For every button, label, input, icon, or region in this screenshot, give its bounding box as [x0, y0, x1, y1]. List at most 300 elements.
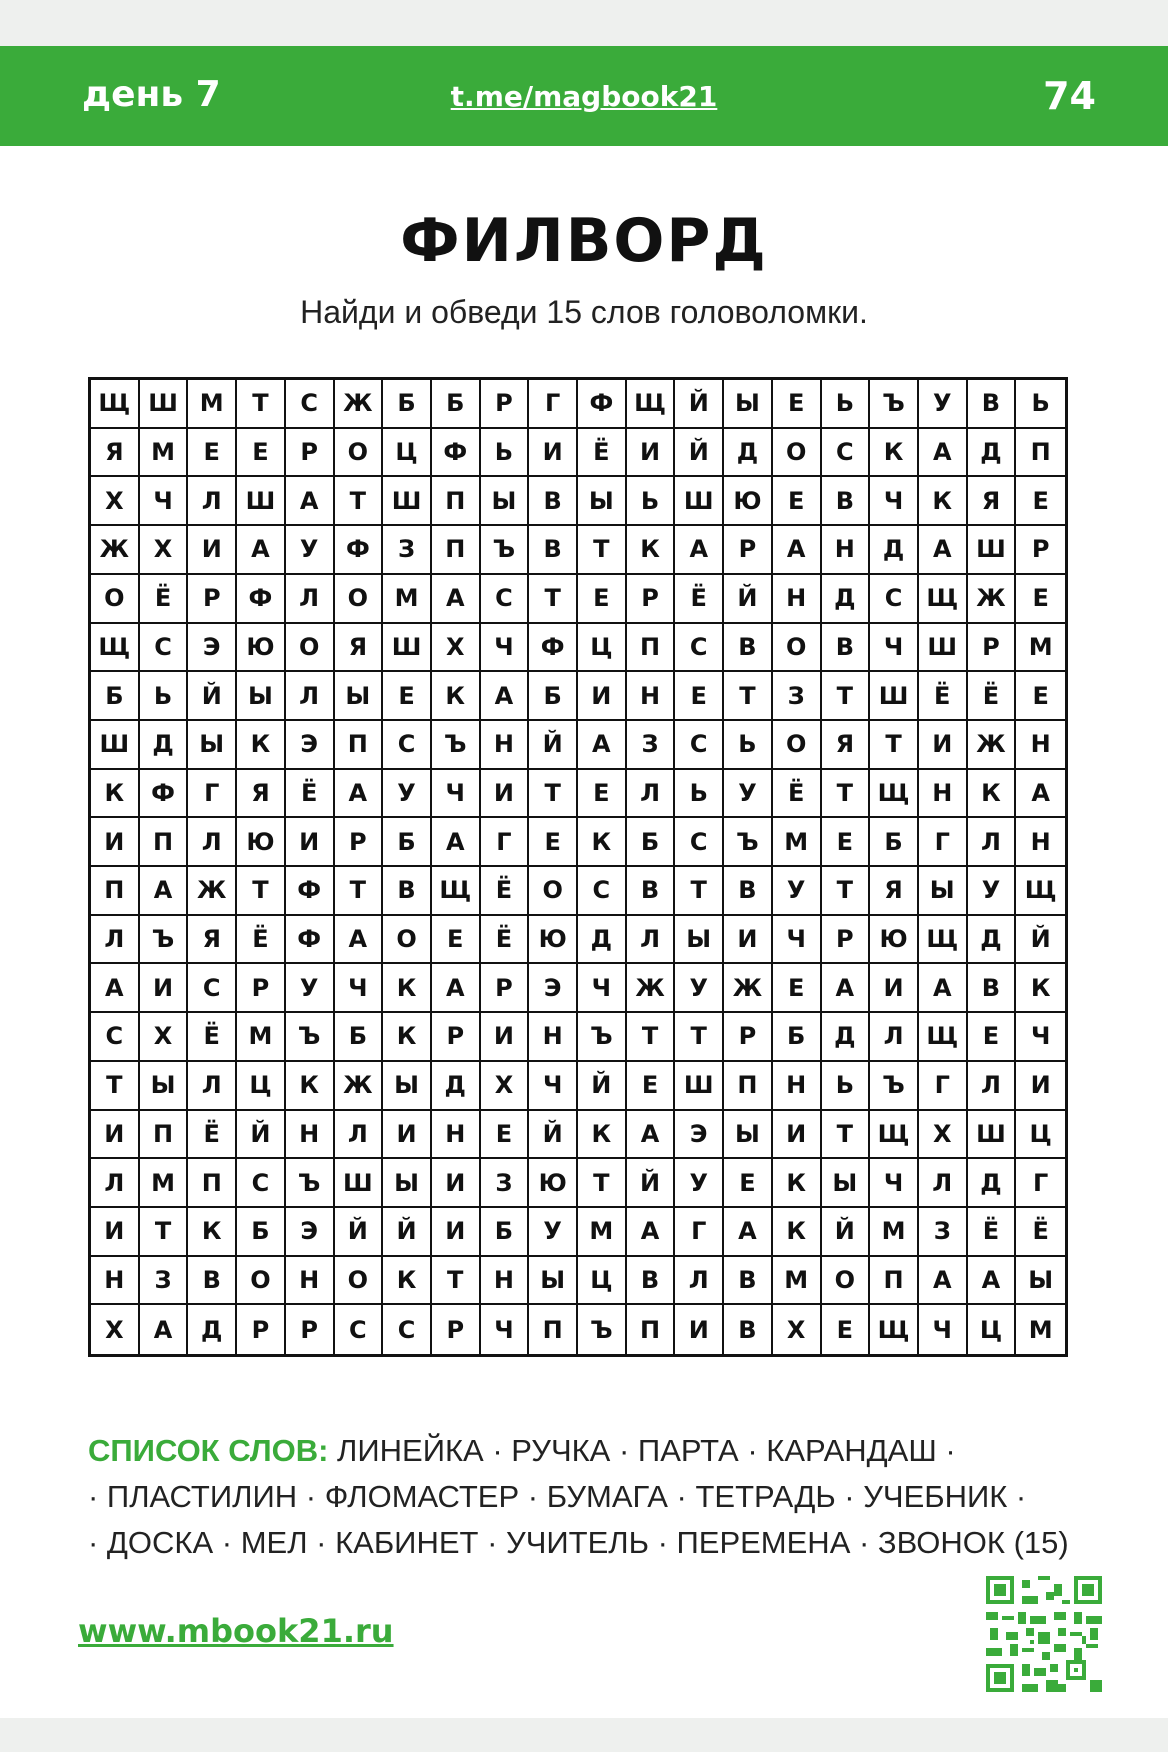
grid-cell[interactable]: Т	[822, 867, 871, 916]
grid-cell[interactable]: Л	[188, 477, 237, 526]
grid-cell[interactable]: Р	[724, 1013, 773, 1062]
grid-cell[interactable]: Ъ	[286, 1013, 335, 1062]
grid-cell[interactable]: А	[432, 964, 481, 1013]
grid-cell[interactable]: Б	[432, 380, 481, 429]
grid-cell[interactable]: Т	[675, 1013, 724, 1062]
grid-cell[interactable]: Э	[675, 1111, 724, 1160]
grid-cell[interactable]: Ж	[968, 721, 1017, 770]
grid-cell[interactable]: Х	[91, 477, 140, 526]
grid-cell[interactable]: Р	[188, 575, 237, 624]
grid-cell[interactable]: Э	[188, 624, 237, 673]
grid-cell[interactable]: А	[822, 964, 871, 1013]
grid-cell[interactable]: Й	[578, 1062, 627, 1111]
grid-cell[interactable]: Ь	[724, 721, 773, 770]
grid-cell[interactable]: С	[140, 624, 189, 673]
grid-cell[interactable]: И	[675, 1305, 724, 1354]
grid-cell[interactable]: О	[335, 429, 384, 478]
grid-cell[interactable]: А	[919, 526, 968, 575]
grid-cell[interactable]: О	[773, 429, 822, 478]
grid-cell[interactable]: Х	[91, 1305, 140, 1354]
grid-cell[interactable]: В	[968, 380, 1017, 429]
grid-cell[interactable]: Д	[578, 916, 627, 965]
grid-cell[interactable]: Ш	[968, 526, 1017, 575]
grid-cell[interactable]: П	[627, 1305, 676, 1354]
grid-cell[interactable]: Е	[724, 1159, 773, 1208]
grid-cell[interactable]: О	[773, 624, 822, 673]
grid-cell[interactable]: З	[481, 1159, 530, 1208]
grid-cell[interactable]: Й	[529, 721, 578, 770]
grid-cell[interactable]: А	[1016, 770, 1065, 819]
grid-cell[interactable]: Т	[724, 672, 773, 721]
grid-cell[interactable]: З	[140, 1257, 189, 1306]
grid-cell[interactable]: А	[140, 867, 189, 916]
grid-cell[interactable]: Д	[968, 916, 1017, 965]
grid-cell[interactable]: Ь	[822, 380, 871, 429]
grid-cell[interactable]: Н	[1016, 721, 1065, 770]
grid-cell[interactable]: Ж	[335, 380, 384, 429]
grid-cell[interactable]: Щ	[91, 380, 140, 429]
grid-cell[interactable]: Л	[188, 818, 237, 867]
grid-cell[interactable]: М	[870, 1208, 919, 1257]
grid-cell[interactable]: Я	[188, 916, 237, 965]
grid-cell[interactable]: Л	[188, 1062, 237, 1111]
grid-cell[interactable]: В	[627, 867, 676, 916]
grid-cell[interactable]: А	[627, 1208, 676, 1257]
grid-cell[interactable]: Т	[675, 867, 724, 916]
grid-cell[interactable]: Т	[627, 1013, 676, 1062]
grid-cell[interactable]: Н	[481, 721, 530, 770]
grid-cell[interactable]: И	[286, 818, 335, 867]
grid-cell[interactable]: Й	[627, 1159, 676, 1208]
grid-cell[interactable]: Ш	[383, 624, 432, 673]
grid-cell[interactable]: Ч	[870, 477, 919, 526]
grid-cell[interactable]: Ё	[481, 867, 530, 916]
grid-cell[interactable]: И	[383, 1111, 432, 1160]
grid-cell[interactable]: С	[675, 624, 724, 673]
grid-cell[interactable]: Ч	[773, 916, 822, 965]
grid-cell[interactable]: Ы	[383, 1159, 432, 1208]
grid-cell[interactable]: Ш	[140, 380, 189, 429]
grid-cell[interactable]: П	[529, 1305, 578, 1354]
grid-cell[interactable]: Р	[286, 429, 335, 478]
grid-cell[interactable]: В	[383, 867, 432, 916]
grid-cell[interactable]: Щ	[919, 916, 968, 965]
grid-cell[interactable]: Ч	[432, 770, 481, 819]
grid-cell[interactable]: К	[383, 1257, 432, 1306]
grid-cell[interactable]: О	[286, 624, 335, 673]
grid-cell[interactable]: З	[627, 721, 676, 770]
grid-cell[interactable]: С	[383, 1305, 432, 1354]
grid-cell[interactable]: В	[724, 624, 773, 673]
grid-cell[interactable]: Е	[1016, 575, 1065, 624]
grid-cell[interactable]: Ы	[919, 867, 968, 916]
grid-cell[interactable]: П	[140, 818, 189, 867]
grid-cell[interactable]: Г	[481, 818, 530, 867]
grid-cell[interactable]: Т	[237, 380, 286, 429]
grid-cell[interactable]: Н	[529, 1013, 578, 1062]
grid-cell[interactable]: Д	[188, 1305, 237, 1354]
grid-cell[interactable]: Ч	[481, 1305, 530, 1354]
grid-cell[interactable]: К	[870, 429, 919, 478]
grid-cell[interactable]: К	[627, 526, 676, 575]
grid-cell[interactable]: Т	[822, 770, 871, 819]
grid-cell[interactable]: Ч	[578, 964, 627, 1013]
grid-cell[interactable]: К	[237, 721, 286, 770]
grid-cell[interactable]: Г	[919, 818, 968, 867]
grid-cell[interactable]: Ы	[822, 1159, 871, 1208]
grid-cell[interactable]: В	[188, 1257, 237, 1306]
grid-cell[interactable]: К	[773, 1159, 822, 1208]
grid-cell[interactable]: Ч	[919, 1305, 968, 1354]
grid-cell[interactable]: В	[724, 867, 773, 916]
grid-cell[interactable]: Ё	[1016, 1208, 1065, 1257]
grid-cell[interactable]: С	[481, 575, 530, 624]
grid-cell[interactable]: Ж	[968, 575, 1017, 624]
grid-cell[interactable]: Д	[140, 721, 189, 770]
grid-cell[interactable]: Е	[675, 672, 724, 721]
grid-cell[interactable]: Л	[91, 1159, 140, 1208]
grid-cell[interactable]: С	[578, 867, 627, 916]
grid-cell[interactable]: Б	[237, 1208, 286, 1257]
grid-cell[interactable]: Ч	[1016, 1013, 1065, 1062]
grid-cell[interactable]: О	[822, 1257, 871, 1306]
grid-cell[interactable]: Ф	[335, 526, 384, 575]
grid-cell[interactable]: Ё	[286, 770, 335, 819]
grid-cell[interactable]: Т	[335, 867, 384, 916]
grid-cell[interactable]: Д	[870, 526, 919, 575]
grid-cell[interactable]: Т	[578, 526, 627, 575]
grid-cell[interactable]: Э	[286, 1208, 335, 1257]
grid-cell[interactable]: Т	[529, 575, 578, 624]
grid-cell[interactable]: Й	[188, 672, 237, 721]
grid-cell[interactable]: О	[773, 721, 822, 770]
grid-cell[interactable]: Щ	[919, 575, 968, 624]
grid-cell[interactable]: Х	[919, 1111, 968, 1160]
grid-cell[interactable]: Й	[237, 1111, 286, 1160]
grid-cell[interactable]: Ы	[578, 477, 627, 526]
grid-cell[interactable]: Ы	[1016, 1257, 1065, 1306]
grid-cell[interactable]: М	[773, 1257, 822, 1306]
grid-cell[interactable]: Ш	[383, 477, 432, 526]
grid-cell[interactable]: Ц	[237, 1062, 286, 1111]
grid-cell[interactable]: И	[627, 429, 676, 478]
grid-cell[interactable]: Б	[870, 818, 919, 867]
grid-cell[interactable]: Е	[1016, 477, 1065, 526]
grid-cell[interactable]: Е	[822, 1305, 871, 1354]
grid-cell[interactable]: Б	[383, 380, 432, 429]
grid-cell[interactable]: Е	[773, 964, 822, 1013]
grid-cell[interactable]: Е	[432, 916, 481, 965]
grid-cell[interactable]: Ф	[140, 770, 189, 819]
grid-cell[interactable]: С	[188, 964, 237, 1013]
grid-cell[interactable]: К	[432, 672, 481, 721]
grid-cell[interactable]: Д	[432, 1062, 481, 1111]
grid-cell[interactable]: Ы	[383, 1062, 432, 1111]
grid-cell[interactable]: Т	[91, 1062, 140, 1111]
grid-cell[interactable]: Ш	[237, 477, 286, 526]
grid-cell[interactable]: Р	[237, 1305, 286, 1354]
grid-cell[interactable]: Ъ	[724, 818, 773, 867]
grid-cell[interactable]: Р	[335, 818, 384, 867]
grid-cell[interactable]: Г	[1016, 1159, 1065, 1208]
grid-cell[interactable]: А	[627, 1111, 676, 1160]
grid-cell[interactable]: Ш	[91, 721, 140, 770]
grid-cell[interactable]: Б	[627, 818, 676, 867]
grid-cell[interactable]: Ш	[870, 672, 919, 721]
grid-cell[interactable]: А	[578, 721, 627, 770]
grid-cell[interactable]: Щ	[432, 867, 481, 916]
grid-cell[interactable]: А	[432, 818, 481, 867]
grid-cell[interactable]: К	[383, 964, 432, 1013]
grid-cell[interactable]: Ш	[335, 1159, 384, 1208]
grid-cell[interactable]: К	[1016, 964, 1065, 1013]
grid-cell[interactable]: К	[919, 477, 968, 526]
grid-cell[interactable]: Ю	[237, 624, 286, 673]
grid-cell[interactable]: Е	[578, 575, 627, 624]
grid-cell[interactable]: М	[237, 1013, 286, 1062]
grid-cell[interactable]: Ц	[578, 624, 627, 673]
grid-cell[interactable]: К	[578, 818, 627, 867]
grid-cell[interactable]: Г	[919, 1062, 968, 1111]
grid-cell[interactable]: И	[870, 964, 919, 1013]
grid-cell[interactable]: Ш	[675, 477, 724, 526]
grid-cell[interactable]: И	[1016, 1062, 1065, 1111]
grid-cell[interactable]: М	[140, 429, 189, 478]
grid-cell[interactable]: Ч	[870, 624, 919, 673]
grid-cell[interactable]: О	[237, 1257, 286, 1306]
grid-cell[interactable]: Д	[968, 1159, 1017, 1208]
grid-cell[interactable]: Б	[481, 1208, 530, 1257]
grid-cell[interactable]: И	[91, 1208, 140, 1257]
grid-cell[interactable]: Л	[968, 1062, 1017, 1111]
grid-cell[interactable]: А	[481, 672, 530, 721]
grid-cell[interactable]: Я	[237, 770, 286, 819]
grid-cell[interactable]: П	[335, 721, 384, 770]
grid-cell[interactable]: И	[919, 721, 968, 770]
grid-cell[interactable]: Ю	[870, 916, 919, 965]
grid-cell[interactable]: Л	[286, 672, 335, 721]
grid-cell[interactable]: Ь	[140, 672, 189, 721]
grid-cell[interactable]: О	[529, 867, 578, 916]
grid-cell[interactable]: У	[919, 380, 968, 429]
grid-cell[interactable]: Э	[529, 964, 578, 1013]
grid-cell[interactable]: Т	[822, 1111, 871, 1160]
grid-cell[interactable]: Л	[627, 916, 676, 965]
grid-cell[interactable]: У	[529, 1208, 578, 1257]
grid-cell[interactable]: Н	[286, 1257, 335, 1306]
grid-cell[interactable]: Ы	[481, 477, 530, 526]
grid-cell[interactable]: З	[773, 672, 822, 721]
grid-cell[interactable]: Б	[773, 1013, 822, 1062]
grid-cell[interactable]: Г	[188, 770, 237, 819]
grid-cell[interactable]: В	[627, 1257, 676, 1306]
grid-cell[interactable]: Р	[1016, 526, 1065, 575]
grid-cell[interactable]: Щ	[870, 1111, 919, 1160]
grid-cell[interactable]: Й	[383, 1208, 432, 1257]
grid-cell[interactable]: Э	[286, 721, 335, 770]
grid-cell[interactable]: Ы	[335, 672, 384, 721]
grid-cell[interactable]: Я	[968, 477, 1017, 526]
grid-cell[interactable]: Ю	[724, 477, 773, 526]
grid-cell[interactable]: Л	[286, 575, 335, 624]
grid-cell[interactable]: Н	[773, 1062, 822, 1111]
grid-cell[interactable]: А	[140, 1305, 189, 1354]
grid-cell[interactable]: Е	[578, 770, 627, 819]
grid-cell[interactable]: М	[383, 575, 432, 624]
grid-cell[interactable]: А	[724, 1208, 773, 1257]
grid-cell[interactable]: М	[773, 818, 822, 867]
grid-cell[interactable]: Р	[968, 624, 1017, 673]
grid-cell[interactable]: И	[578, 672, 627, 721]
grid-cell[interactable]: В	[822, 477, 871, 526]
grid-cell[interactable]: Н	[919, 770, 968, 819]
grid-cell[interactable]: Р	[822, 916, 871, 965]
grid-cell[interactable]: У	[286, 964, 335, 1013]
grid-cell[interactable]: Ю	[529, 916, 578, 965]
grid-cell[interactable]: Н	[432, 1111, 481, 1160]
grid-cell[interactable]: У	[675, 964, 724, 1013]
grid-cell[interactable]: Л	[627, 770, 676, 819]
grid-cell[interactable]: Е	[773, 380, 822, 429]
grid-cell[interactable]: Т	[237, 867, 286, 916]
grid-cell[interactable]: А	[237, 526, 286, 575]
grid-cell[interactable]: Й	[822, 1208, 871, 1257]
grid-cell[interactable]: Й	[335, 1208, 384, 1257]
grid-cell[interactable]: Т	[822, 672, 871, 721]
grid-cell[interactable]: В	[968, 964, 1017, 1013]
grid-cell[interactable]: С	[383, 721, 432, 770]
grid-cell[interactable]: Ч	[529, 1062, 578, 1111]
grid-cell[interactable]: Ё	[481, 916, 530, 965]
grid-cell[interactable]: Х	[140, 1013, 189, 1062]
grid-cell[interactable]: В	[529, 477, 578, 526]
grid-cell[interactable]: Ц	[578, 1257, 627, 1306]
grid-cell[interactable]: Ё	[188, 1111, 237, 1160]
grid-cell[interactable]: И	[432, 1208, 481, 1257]
grid-cell[interactable]: А	[335, 916, 384, 965]
grid-cell[interactable]: С	[286, 380, 335, 429]
grid-cell[interactable]: Ъ	[286, 1159, 335, 1208]
grid-cell[interactable]: О	[91, 575, 140, 624]
grid-cell[interactable]: Т	[432, 1257, 481, 1306]
grid-cell[interactable]: Я	[822, 721, 871, 770]
grid-cell[interactable]: С	[237, 1159, 286, 1208]
grid-cell[interactable]: Б	[529, 672, 578, 721]
grid-cell[interactable]: К	[968, 770, 1017, 819]
grid-cell[interactable]: И	[432, 1159, 481, 1208]
grid-cell[interactable]: В	[822, 624, 871, 673]
grid-cell[interactable]: Д	[724, 429, 773, 478]
grid-cell[interactable]: Ш	[968, 1111, 1017, 1160]
grid-cell[interactable]: Р	[724, 526, 773, 575]
grid-cell[interactable]: М	[188, 380, 237, 429]
grid-cell[interactable]: П	[432, 477, 481, 526]
grid-cell[interactable]: Ы	[188, 721, 237, 770]
grid-cell[interactable]: Е	[188, 429, 237, 478]
grid-cell[interactable]: О	[335, 1257, 384, 1306]
grid-cell[interactable]: Ж	[91, 526, 140, 575]
grid-cell[interactable]: Р	[481, 380, 530, 429]
grid-cell[interactable]: Е	[237, 429, 286, 478]
grid-cell[interactable]: Ь	[822, 1062, 871, 1111]
grid-cell[interactable]: Ъ	[140, 916, 189, 965]
grid-cell[interactable]: Ц	[383, 429, 432, 478]
grid-cell[interactable]: Е	[627, 1062, 676, 1111]
grid-cell[interactable]: Р	[432, 1305, 481, 1354]
grid-cell[interactable]: П	[870, 1257, 919, 1306]
grid-cell[interactable]: Ж	[335, 1062, 384, 1111]
grid-cell[interactable]: Я	[870, 867, 919, 916]
grid-cell[interactable]: Й	[529, 1111, 578, 1160]
grid-cell[interactable]: Л	[870, 1013, 919, 1062]
grid-cell[interactable]: Ы	[675, 916, 724, 965]
grid-cell[interactable]: К	[286, 1062, 335, 1111]
grid-cell[interactable]: И	[529, 429, 578, 478]
grid-cell[interactable]: И	[91, 818, 140, 867]
grid-cell[interactable]: К	[91, 770, 140, 819]
grid-cell[interactable]: Е	[383, 672, 432, 721]
grid-cell[interactable]: Т	[140, 1208, 189, 1257]
grid-cell[interactable]: З	[383, 526, 432, 575]
grid-cell[interactable]: С	[335, 1305, 384, 1354]
grid-cell[interactable]: Ю	[529, 1159, 578, 1208]
grid-cell[interactable]: А	[432, 575, 481, 624]
grid-cell[interactable]: Н	[822, 526, 871, 575]
grid-cell[interactable]: Ь	[481, 429, 530, 478]
grid-cell[interactable]: П	[432, 526, 481, 575]
grid-cell[interactable]: Е	[529, 818, 578, 867]
grid-cell[interactable]: С	[822, 429, 871, 478]
grid-cell[interactable]: А	[968, 1257, 1017, 1306]
grid-cell[interactable]: Н	[286, 1111, 335, 1160]
grid-cell[interactable]: Г	[675, 1208, 724, 1257]
grid-cell[interactable]: А	[91, 964, 140, 1013]
grid-cell[interactable]: Ы	[140, 1062, 189, 1111]
grid-cell[interactable]: П	[91, 867, 140, 916]
grid-cell[interactable]: Х	[773, 1305, 822, 1354]
grid-cell[interactable]: Ж	[724, 964, 773, 1013]
grid-cell[interactable]: Р	[237, 964, 286, 1013]
grid-cell[interactable]: Л	[675, 1257, 724, 1306]
grid-cell[interactable]: Б	[91, 672, 140, 721]
grid-cell[interactable]: А	[286, 477, 335, 526]
grid-cell[interactable]: Ч	[481, 624, 530, 673]
grid-cell[interactable]: А	[773, 526, 822, 575]
grid-cell[interactable]: П	[724, 1062, 773, 1111]
grid-cell[interactable]: И	[91, 1111, 140, 1160]
grid-cell[interactable]: Б	[335, 1013, 384, 1062]
grid-cell[interactable]: М	[578, 1208, 627, 1257]
grid-cell[interactable]: П	[140, 1111, 189, 1160]
grid-cell[interactable]: Ё	[919, 672, 968, 721]
grid-cell[interactable]: Й	[724, 575, 773, 624]
grid-cell[interactable]: Ё	[968, 1208, 1017, 1257]
grid-cell[interactable]: Й	[1016, 916, 1065, 965]
grid-cell[interactable]: П	[188, 1159, 237, 1208]
grid-cell[interactable]: Щ	[919, 1013, 968, 1062]
grid-cell[interactable]: З	[919, 1208, 968, 1257]
grid-cell[interactable]: Б	[383, 818, 432, 867]
grid-cell[interactable]: Ф	[432, 429, 481, 478]
grid-cell[interactable]: Ы	[724, 1111, 773, 1160]
grid-cell[interactable]: Ё	[140, 575, 189, 624]
grid-cell[interactable]: Ы	[237, 672, 286, 721]
grid-cell[interactable]: Ф	[578, 380, 627, 429]
grid-cell[interactable]: Ы	[724, 380, 773, 429]
grid-cell[interactable]: Й	[675, 429, 724, 478]
grid-cell[interactable]: Н	[91, 1257, 140, 1306]
grid-cell[interactable]: Ь	[1016, 380, 1065, 429]
